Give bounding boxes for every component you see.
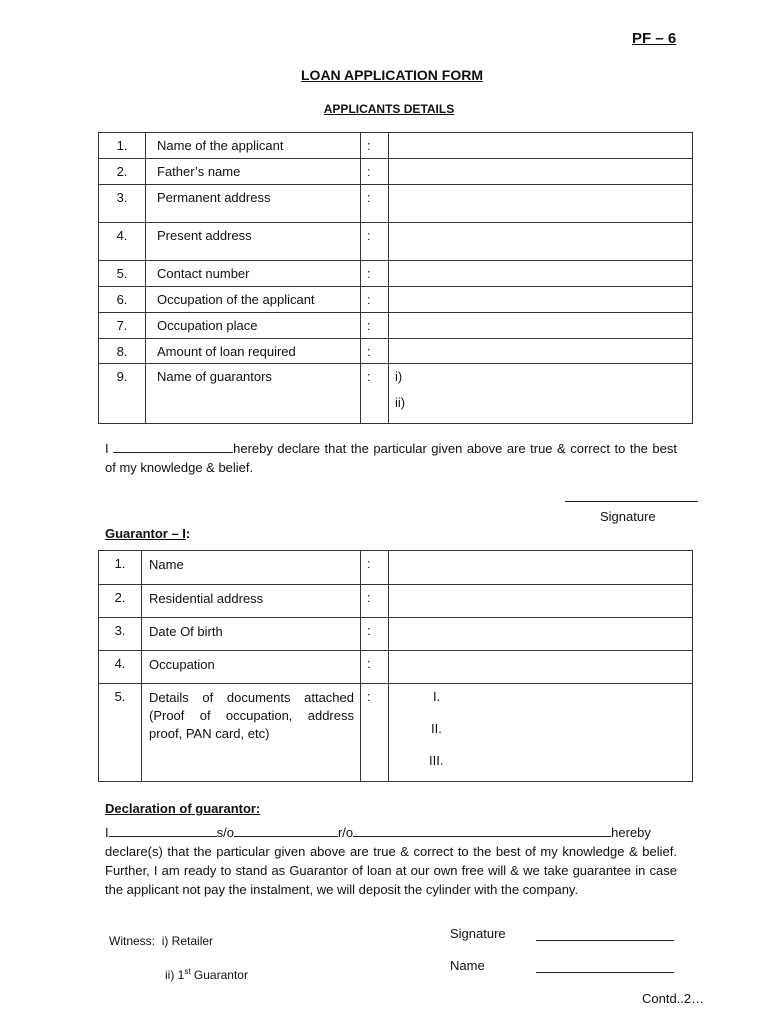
field-label: Contact number [146,261,361,287]
field-colon: : [361,651,389,684]
guarantor-line-2: ii) [395,395,406,410]
row-number: 4. [99,651,142,684]
field-colon: : [361,287,389,313]
row-number: 5. [99,261,146,287]
witness-retailer: i) Retailer [161,934,214,948]
field-colon: : [361,185,389,223]
field-colon: : [361,618,389,651]
field-colon: : [361,223,389,261]
table-row [99,133,693,159]
table-row [99,618,693,651]
permanent-address-field[interactable] [389,185,693,223]
guarantor-declaration-body: declare(s) that the particular given above are true & correct to the best of my knowledge & belief. Further, I am ready to stand as Guarantor of loan at our own free will & we take guarantee in case the applicant not pay the instalment, we will deposit the cylinder with the company. [105,844,677,897]
guarantor-names-field[interactable] [389,364,693,424]
field-label: Details of documents attached (Proof of occupation, address proof, PAN card, etc) [142,684,361,782]
field-label: Permanent address [146,185,361,223]
row-number: 1. [99,133,146,159]
guarantor-name-line[interactable] [536,972,674,973]
field-colon: : [361,313,389,339]
applicant-signature-line[interactable] [565,501,698,502]
row-number: 3. [99,185,146,223]
row-number: 6. [99,287,146,313]
field-label: Occupation place [146,313,361,339]
field-colon: : [361,339,389,364]
witness-line [109,934,213,948]
guarantor-details-table [98,550,693,782]
row-number: 2. [99,585,142,618]
guarantor-address-field[interactable] [389,585,693,618]
table-row [99,651,693,684]
row-number: 5. [99,684,142,782]
guarantor-occupation-field[interactable] [389,651,693,684]
row-number: 2. [99,159,146,185]
form-code: PF – 6 [632,30,677,47]
table-row [99,313,693,339]
field-label: Residential address [142,585,361,618]
table-row [99,185,693,223]
section-title-applicants: APPLICANTS DETAILS [323,102,455,116]
table-row [99,585,693,618]
guarantor-declaration-heading: Declaration of guarantor: [105,801,261,816]
present-address-field[interactable] [389,223,693,261]
field-colon: : [361,684,389,782]
table-row [99,223,693,261]
witness-label: Witness: [109,934,156,948]
row-number: 1. [99,551,142,585]
row-number: 3. [99,618,142,651]
document-line-3: III. [429,753,444,768]
applicant-name-blank[interactable] [113,441,233,453]
guarantor-documents-field[interactable] [389,684,693,782]
loan-amount-field[interactable] [389,339,693,364]
guarantor-line-1: i) [395,369,403,384]
guarantor-heading: Guarantor – I: [105,526,191,541]
guarantor-name-field[interactable] [389,551,693,585]
guarantor-residence-blank[interactable] [353,825,611,837]
field-colon: : [361,261,389,287]
field-colon: : [361,133,389,159]
field-label: Present address [146,223,361,261]
table-row [99,339,693,364]
row-number: 4. [99,223,146,261]
table-row [99,684,693,782]
field-label: Name of guarantors [146,364,361,424]
applicant-declaration [105,439,677,477]
table-row [99,159,693,185]
document-line-1: I. [433,689,441,704]
field-label: Date Of birth [142,618,361,651]
guarantor-father-blank[interactable] [234,825,338,837]
declaration-prefix: I [105,441,109,456]
table-row [99,364,693,424]
table-row [99,287,693,313]
field-label: Amount of loan required [146,339,361,364]
occupation-place-field[interactable] [389,313,693,339]
document-line-2: II. [431,721,442,736]
guarantor-name-blank[interactable] [109,825,217,837]
guarantor-dob-field[interactable] [389,618,693,651]
continued-note: Contd..2… [642,991,705,1006]
occupation-field[interactable] [389,287,693,313]
table-row [99,261,693,287]
applicant-signature-label: Signature [600,509,656,524]
field-colon: : [361,551,389,585]
guarantor-name-label: Name [450,958,485,973]
applicant-name-field[interactable] [389,133,693,159]
row-number: 7. [99,313,146,339]
contact-number-field[interactable] [389,261,693,287]
guarantor-declaration: I s/o r/o hereby declare(s) that the particular given above are true & correct to the best of my knowledge & belief. Further, I am ready to stand as Guarantor of loan at our own free will & we take guarantee in case the applicant not pay the instalment, we will deposit the cylinder with the company. [105,825,677,897]
field-label: Father’s name [146,159,361,185]
row-number: 9. [99,364,146,424]
fathers-name-field[interactable] [389,159,693,185]
field-label: Name [142,551,361,585]
form-title: LOAN APPLICATION FORM [301,67,483,83]
field-colon: : [361,585,389,618]
guarantor-signature-label: Signature [450,926,506,941]
row-number: 8. [99,339,146,364]
table-row [99,551,693,585]
guarantor-signature-line[interactable] [536,940,674,941]
field-label: Name of the applicant [146,133,361,159]
field-colon: : [361,159,389,185]
applicant-details-table [98,132,693,424]
declaration-body: hereby declare that the particular given above are true & correct to the best of my knowledge & belief. [105,441,677,475]
field-colon: : [361,364,389,424]
witness-guarantor: ii) 1st Guarantor [165,967,248,982]
field-label: Occupation of the applicant [146,287,361,313]
field-label: Occupation [142,651,361,684]
